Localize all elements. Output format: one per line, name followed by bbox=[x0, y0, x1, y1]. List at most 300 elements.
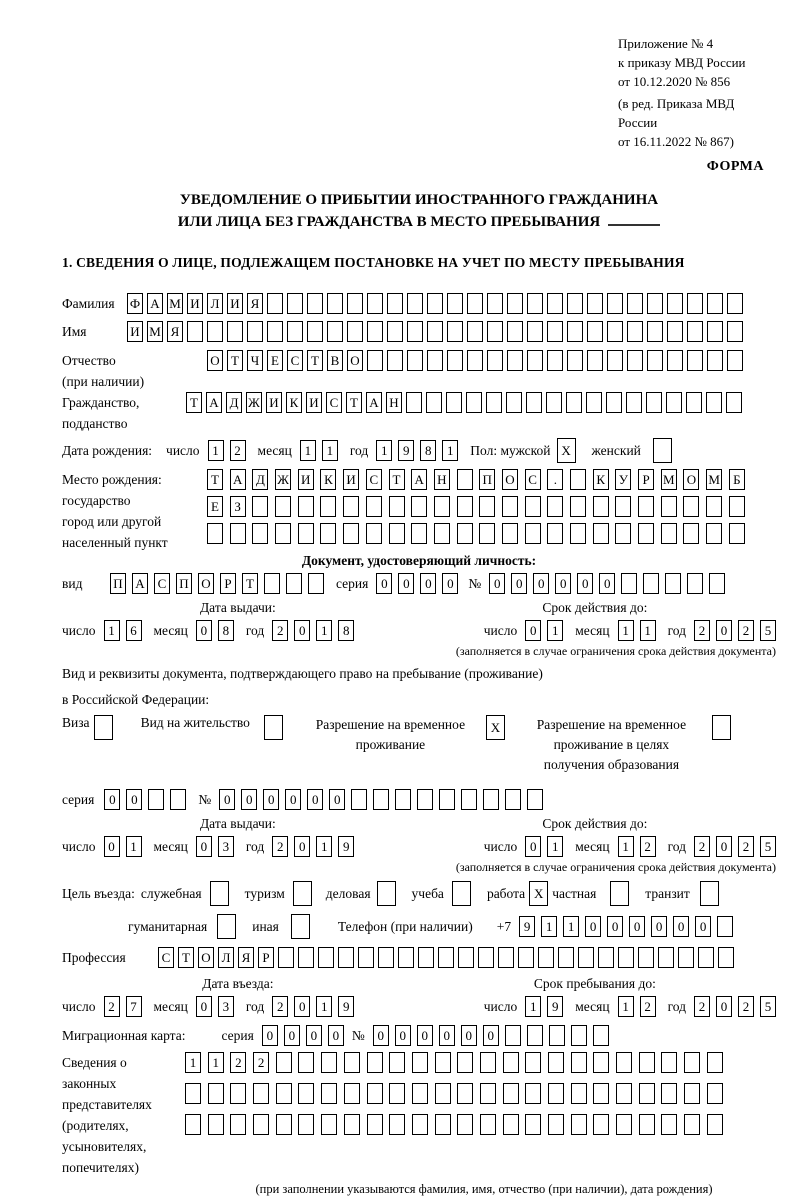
form-cell: 1 bbox=[300, 440, 316, 461]
permit-issue-col bbox=[62, 816, 414, 857]
form-cell: 0 bbox=[439, 1025, 455, 1046]
form-cell: 0 bbox=[263, 789, 279, 810]
form-cell bbox=[407, 350, 423, 371]
form-cell: 0 bbox=[695, 916, 711, 937]
form-cell: 0 bbox=[126, 789, 142, 810]
form-cell bbox=[321, 1083, 337, 1104]
form-cell bbox=[726, 392, 742, 413]
form-cell bbox=[377, 881, 396, 906]
form-cell: 0 bbox=[716, 620, 732, 641]
form-cell: 9 bbox=[338, 996, 354, 1017]
form-cell bbox=[427, 321, 443, 342]
form-cell bbox=[616, 1114, 632, 1135]
annex-reference bbox=[618, 34, 776, 151]
form-cell bbox=[727, 350, 743, 371]
form-cell bbox=[247, 321, 263, 342]
form-cell bbox=[264, 715, 283, 740]
form-cell: Т bbox=[307, 350, 323, 371]
form-cell bbox=[661, 1114, 677, 1135]
sex-male-checkbox bbox=[557, 438, 576, 463]
form-cell bbox=[327, 293, 343, 314]
date-cells bbox=[376, 440, 458, 461]
form-cell: А bbox=[411, 469, 427, 490]
identity-doc-heading: Документ, удостоверяющий личность: bbox=[301, 553, 537, 568]
form-cell: 0 bbox=[395, 1025, 411, 1046]
form-cell bbox=[351, 789, 367, 810]
form-cell bbox=[547, 293, 563, 314]
form-cell bbox=[286, 573, 302, 594]
entry-date-col bbox=[62, 976, 414, 1017]
form-cell: 1 bbox=[185, 1052, 201, 1073]
form-cell bbox=[276, 1114, 292, 1135]
form-cell bbox=[347, 321, 363, 342]
form-cell bbox=[507, 321, 523, 342]
form-cell bbox=[435, 1052, 451, 1073]
form-cell: С bbox=[525, 469, 541, 490]
form-cell bbox=[503, 1083, 519, 1104]
date-unit-label: месяц bbox=[153, 998, 188, 1014]
form-cell bbox=[407, 321, 423, 342]
form-cell: 1 bbox=[541, 916, 557, 937]
form-cell bbox=[503, 1052, 519, 1073]
date-unit-label: год bbox=[667, 622, 686, 638]
section-1-heading: 1. СВЕДЕНИЯ О ЛИЦЕ, ПОДЛЕЖАЩЕМ ПОСТАНОВКЕ НА УЧЕТ ПО МЕСТУ ПРЕБЫВАНИЯ bbox=[62, 255, 685, 270]
form-cell bbox=[707, 293, 723, 314]
title-blank-line bbox=[608, 212, 660, 226]
form-cell bbox=[321, 1052, 337, 1073]
form-cell bbox=[593, 1025, 609, 1046]
form-cell bbox=[570, 469, 586, 490]
date-cells bbox=[525, 620, 563, 641]
form-cell bbox=[593, 1052, 609, 1073]
form-cell: 0 bbox=[328, 1025, 344, 1046]
purpose-work-label: работа bbox=[486, 885, 526, 901]
surname-cells bbox=[127, 293, 743, 314]
form-cell: 9 bbox=[519, 916, 535, 937]
date-cells bbox=[525, 996, 563, 1017]
permit-series-cells bbox=[104, 789, 186, 810]
form-cell bbox=[461, 789, 477, 810]
form-cell bbox=[707, 1052, 723, 1073]
form-cell bbox=[411, 496, 427, 517]
date-unit-label: месяц bbox=[575, 998, 610, 1014]
form-cell bbox=[643, 573, 659, 594]
form-cell: Ф bbox=[127, 293, 143, 314]
form-cell: М bbox=[706, 469, 722, 490]
migration-number-label: № bbox=[351, 1027, 365, 1043]
form-cell bbox=[253, 1114, 269, 1135]
form-cell bbox=[548, 1114, 564, 1135]
restriction-note: (заполняется в случае ограничения срока действия документа) bbox=[455, 644, 776, 658]
birth-date-cells bbox=[166, 440, 458, 461]
form-cell: 0 bbox=[284, 1025, 300, 1046]
form-cell: 1 bbox=[126, 836, 142, 857]
form-cell bbox=[467, 293, 483, 314]
form-cell: 2 bbox=[640, 836, 656, 857]
form-cell bbox=[700, 881, 719, 906]
form-cell bbox=[358, 947, 374, 968]
sex-female-label: женский bbox=[591, 442, 641, 458]
form-cell bbox=[252, 523, 268, 544]
purpose-official-label: служебная bbox=[140, 885, 202, 901]
form-cell: 5 bbox=[760, 836, 776, 857]
migration-number-cells bbox=[373, 1025, 609, 1046]
date-cells bbox=[104, 836, 142, 857]
birth-date-label: Дата рождения: bbox=[62, 442, 153, 458]
form-cell: 1 bbox=[208, 1052, 224, 1073]
permit-valid-col bbox=[414, 816, 776, 857]
migration-card-label: Миграционная карта: bbox=[62, 1027, 186, 1043]
form-cell bbox=[527, 293, 543, 314]
form-cell bbox=[729, 523, 745, 544]
citizenship-row bbox=[62, 392, 776, 434]
stay-until-heading: Срок пребывания до: bbox=[533, 976, 656, 991]
form-cell bbox=[706, 523, 722, 544]
form-cell bbox=[398, 947, 414, 968]
doc-number-cells bbox=[489, 573, 725, 594]
form-cell bbox=[729, 496, 745, 517]
form-cell bbox=[525, 1052, 541, 1073]
form-cell bbox=[367, 350, 383, 371]
form-cell bbox=[320, 523, 336, 544]
date-cells bbox=[196, 996, 234, 1017]
form-cell: 1 bbox=[563, 916, 579, 937]
date-cells bbox=[272, 620, 354, 641]
form-cell bbox=[367, 1083, 383, 1104]
form-cell bbox=[687, 293, 703, 314]
form-cell bbox=[502, 523, 518, 544]
form-cell bbox=[293, 881, 312, 906]
form-cell bbox=[505, 789, 521, 810]
form-cell bbox=[389, 1052, 405, 1073]
form-cell bbox=[684, 1114, 700, 1135]
form-cell: 0 bbox=[673, 916, 689, 937]
identity-doc-dates bbox=[62, 600, 776, 641]
form-cell: 0 bbox=[241, 789, 257, 810]
form-cell: С bbox=[366, 469, 382, 490]
form-cell bbox=[525, 523, 541, 544]
form-cell: А bbox=[147, 293, 163, 314]
form-cell: И bbox=[227, 293, 243, 314]
form-cell: 0 bbox=[398, 573, 414, 594]
form-cell bbox=[526, 392, 542, 413]
birth-place-cells-row2 bbox=[207, 496, 745, 517]
form-cell bbox=[446, 392, 462, 413]
form-cell: А bbox=[206, 392, 222, 413]
permit-restriction-note: (заполняется в случае ограничения срока действия документа) bbox=[455, 860, 776, 874]
form-cell: П bbox=[176, 573, 192, 594]
form-cell bbox=[298, 1083, 314, 1104]
form-cell: 2 bbox=[272, 620, 288, 641]
profession-cells bbox=[158, 947, 734, 968]
form-cell bbox=[571, 1025, 587, 1046]
form-cell bbox=[412, 1052, 428, 1073]
legal-reps-label: Сведения о законных представителях (родителях, усыновителях, попечителях) bbox=[62, 1055, 152, 1175]
residence-doc-line2: в Российской Федерации: bbox=[62, 692, 210, 707]
patronymic-label: Отчество (при наличии) bbox=[62, 353, 145, 389]
date-unit-label: год bbox=[245, 622, 265, 638]
form-cell: У bbox=[615, 469, 631, 490]
form-cell bbox=[666, 392, 682, 413]
patronymic-cells bbox=[207, 350, 743, 371]
form-cell: 0 bbox=[262, 1025, 278, 1046]
sex-male-label: Пол: мужской bbox=[470, 442, 551, 458]
form-cell: 0 bbox=[555, 573, 571, 594]
form-cell: 0 bbox=[196, 836, 212, 857]
form-cell bbox=[389, 523, 405, 544]
form-cell bbox=[626, 392, 642, 413]
form-cell bbox=[480, 1114, 496, 1135]
form-cell: 3 bbox=[218, 836, 234, 857]
form-cell bbox=[621, 573, 637, 594]
form-cell bbox=[706, 392, 722, 413]
form-cell bbox=[275, 523, 291, 544]
form-cell: Н bbox=[434, 469, 450, 490]
form-cell bbox=[447, 321, 463, 342]
form-cell: 1 bbox=[442, 440, 458, 461]
form-cell bbox=[661, 523, 677, 544]
form-cell: Р bbox=[220, 573, 236, 594]
form-cell bbox=[587, 293, 603, 314]
form-cell: 2 bbox=[272, 996, 288, 1017]
form-cell bbox=[298, 523, 314, 544]
form-cell bbox=[230, 523, 246, 544]
form-cell bbox=[639, 1114, 655, 1135]
form-cell bbox=[479, 496, 495, 517]
entry-purpose-label: Цель въезда: bbox=[62, 885, 135, 901]
form-cell bbox=[367, 1114, 383, 1135]
form-cell bbox=[447, 293, 463, 314]
form-cell: И bbox=[306, 392, 322, 413]
form-cell bbox=[435, 1083, 451, 1104]
issue-date-heading: Дата выдачи: bbox=[199, 600, 276, 615]
form-cell bbox=[457, 1083, 473, 1104]
name-cells bbox=[127, 321, 743, 342]
form-cell: Р bbox=[258, 947, 274, 968]
form-cell: Т bbox=[207, 469, 223, 490]
form-cell bbox=[480, 1052, 496, 1073]
form-cell bbox=[709, 573, 725, 594]
form-cell bbox=[487, 350, 503, 371]
form-cell: X bbox=[529, 881, 548, 906]
permit-valid-cells bbox=[484, 836, 776, 857]
form-cell: 1 bbox=[316, 996, 332, 1017]
form-cell bbox=[639, 1052, 655, 1073]
form-cell bbox=[264, 573, 280, 594]
purpose-private-label: частная bbox=[552, 885, 597, 901]
form-cell bbox=[320, 496, 336, 517]
purpose-other-label: иная bbox=[252, 918, 279, 934]
form-cell bbox=[718, 947, 734, 968]
form-cell: 0 bbox=[489, 573, 505, 594]
form-cell: 1 bbox=[618, 996, 634, 1017]
date-unit-label: год bbox=[667, 838, 686, 854]
form-cell bbox=[267, 293, 283, 314]
form-cell bbox=[593, 523, 609, 544]
form-cell bbox=[230, 1114, 246, 1135]
form-cell bbox=[567, 293, 583, 314]
form-cell bbox=[717, 916, 733, 937]
form-cell: Н bbox=[386, 392, 402, 413]
migration-series-cells bbox=[262, 1025, 344, 1046]
doc-kind-label: вид bbox=[62, 576, 83, 591]
form-cell bbox=[570, 523, 586, 544]
form-cell: М bbox=[167, 293, 183, 314]
date-cells bbox=[694, 620, 776, 641]
migration-series-label: серия bbox=[221, 1027, 254, 1043]
form-cell: . bbox=[547, 469, 563, 490]
form-cell bbox=[578, 947, 594, 968]
name-label: Имя bbox=[62, 324, 87, 339]
form-cell bbox=[427, 293, 443, 314]
date-unit-label: год bbox=[245, 998, 265, 1014]
form-cell bbox=[683, 523, 699, 544]
form-cell bbox=[434, 496, 450, 517]
form-cell bbox=[458, 947, 474, 968]
form-cell bbox=[615, 523, 631, 544]
form-cell bbox=[571, 1083, 587, 1104]
purpose-private-checkbox bbox=[610, 881, 629, 906]
surname-label: Фамилия bbox=[62, 296, 115, 311]
date-unit-label: число bbox=[483, 622, 518, 638]
purpose-tourism-label: туризм bbox=[244, 885, 285, 901]
form-cell bbox=[712, 715, 731, 740]
form-cell bbox=[387, 293, 403, 314]
form-cell bbox=[527, 789, 543, 810]
form-cell bbox=[616, 1052, 632, 1073]
form-cell bbox=[639, 1083, 655, 1104]
visa-label: Виза bbox=[62, 715, 90, 730]
temp-residence-checkbox bbox=[486, 715, 505, 740]
date-unit-label: число bbox=[166, 442, 200, 458]
form-cell: X bbox=[486, 715, 505, 740]
birth-place-cells-row3 bbox=[207, 523, 745, 544]
form-cell bbox=[486, 392, 502, 413]
form-cell: 5 bbox=[760, 996, 776, 1017]
form-cell: И bbox=[298, 469, 314, 490]
form-cell: X bbox=[557, 438, 576, 463]
form-cell: 1 bbox=[104, 620, 120, 641]
annex-line: от 10.12.2020 № 856 bbox=[618, 74, 731, 89]
form-cell: О bbox=[347, 350, 363, 371]
form-cell bbox=[318, 947, 334, 968]
form-cell bbox=[480, 1083, 496, 1104]
form-cell bbox=[707, 350, 723, 371]
annex-edit-note bbox=[618, 94, 776, 151]
date-cells bbox=[694, 996, 776, 1017]
form-cell: Л bbox=[207, 293, 223, 314]
legal-reps-cells-row1 bbox=[185, 1052, 723, 1073]
form-cell bbox=[439, 789, 455, 810]
purpose-official-checkbox bbox=[210, 881, 229, 906]
valid-until-col bbox=[414, 600, 776, 641]
purpose-humanitarian-checkbox bbox=[217, 914, 236, 939]
valid-until-cells bbox=[484, 620, 776, 641]
date-cells bbox=[196, 620, 234, 641]
form-cell: Т bbox=[227, 350, 243, 371]
form-cell bbox=[298, 496, 314, 517]
form-cell bbox=[406, 392, 422, 413]
form-cell bbox=[187, 321, 203, 342]
form-cell: 8 bbox=[338, 620, 354, 641]
form-cell bbox=[412, 1114, 428, 1135]
permit-series-label: серия bbox=[62, 791, 95, 807]
form-cell: И bbox=[343, 469, 359, 490]
form-cell: 2 bbox=[230, 440, 246, 461]
date-cells bbox=[272, 996, 354, 1017]
form-cell: 9 bbox=[398, 440, 414, 461]
form-cell bbox=[487, 293, 503, 314]
form-cell: О bbox=[198, 573, 214, 594]
form-cell: Е bbox=[267, 350, 283, 371]
form-cell: 0 bbox=[196, 996, 212, 1017]
form-cell bbox=[457, 1114, 473, 1135]
form-cell: 7 bbox=[126, 996, 142, 1017]
form-cell: А bbox=[230, 469, 246, 490]
form-cell: 0 bbox=[196, 620, 212, 641]
form-cell: 0 bbox=[306, 1025, 322, 1046]
form-cell bbox=[593, 496, 609, 517]
birth-place-label: Место рождения: государство город или другой населенный пункт bbox=[62, 472, 168, 550]
birth-place-row bbox=[62, 469, 776, 553]
form-cell: 0 bbox=[511, 573, 527, 594]
form-cell: Д bbox=[226, 392, 242, 413]
form-cell bbox=[647, 350, 663, 371]
form-title-line1: УВЕДОМЛЕНИЕ О ПРИБЫТИИ ИНОСТРАННОГО ГРАЖДАНИНА bbox=[179, 192, 659, 208]
legal-reps-row bbox=[62, 1052, 776, 1178]
form-cell: С bbox=[326, 392, 342, 413]
form-cell bbox=[627, 293, 643, 314]
form-cell bbox=[467, 321, 483, 342]
form-cell: 1 bbox=[316, 620, 332, 641]
form-cell bbox=[505, 1025, 521, 1046]
purpose-phone-row bbox=[62, 914, 776, 939]
form-cell: М bbox=[661, 469, 677, 490]
form-cell bbox=[727, 293, 743, 314]
form-cell bbox=[507, 293, 523, 314]
form-cell: 2 bbox=[272, 836, 288, 857]
form-cell bbox=[478, 947, 494, 968]
form-cell: 1 bbox=[316, 836, 332, 857]
form-cell bbox=[387, 321, 403, 342]
form-cell: 0 bbox=[417, 1025, 433, 1046]
residence-doc-line1: Вид и реквизиты документа, подтверждающего право на пребывание (проживание) bbox=[62, 666, 543, 681]
form-cell: 8 bbox=[218, 620, 234, 641]
form-cell bbox=[307, 321, 323, 342]
form-cell: Б bbox=[729, 469, 745, 490]
form-cell bbox=[547, 350, 563, 371]
form-cell bbox=[502, 496, 518, 517]
form-cell: 0 bbox=[483, 1025, 499, 1046]
form-cell: О bbox=[502, 469, 518, 490]
form-cell: О bbox=[198, 947, 214, 968]
annex-line: Приложение № 4 bbox=[618, 36, 714, 51]
form-cell bbox=[547, 496, 563, 517]
form-cell bbox=[287, 321, 303, 342]
form-cell bbox=[593, 1114, 609, 1135]
form-cell bbox=[667, 321, 683, 342]
form-cell: 1 bbox=[618, 620, 634, 641]
form-cell bbox=[548, 1083, 564, 1104]
form-cell bbox=[207, 523, 223, 544]
form-cell bbox=[411, 523, 427, 544]
form-cell: П bbox=[479, 469, 495, 490]
temp-residence-label: Разрешение на временное проживание bbox=[315, 717, 466, 752]
form-cell: З bbox=[230, 496, 246, 517]
form-cell bbox=[447, 350, 463, 371]
form-cell: 0 bbox=[285, 789, 301, 810]
form-cell bbox=[185, 1114, 201, 1135]
